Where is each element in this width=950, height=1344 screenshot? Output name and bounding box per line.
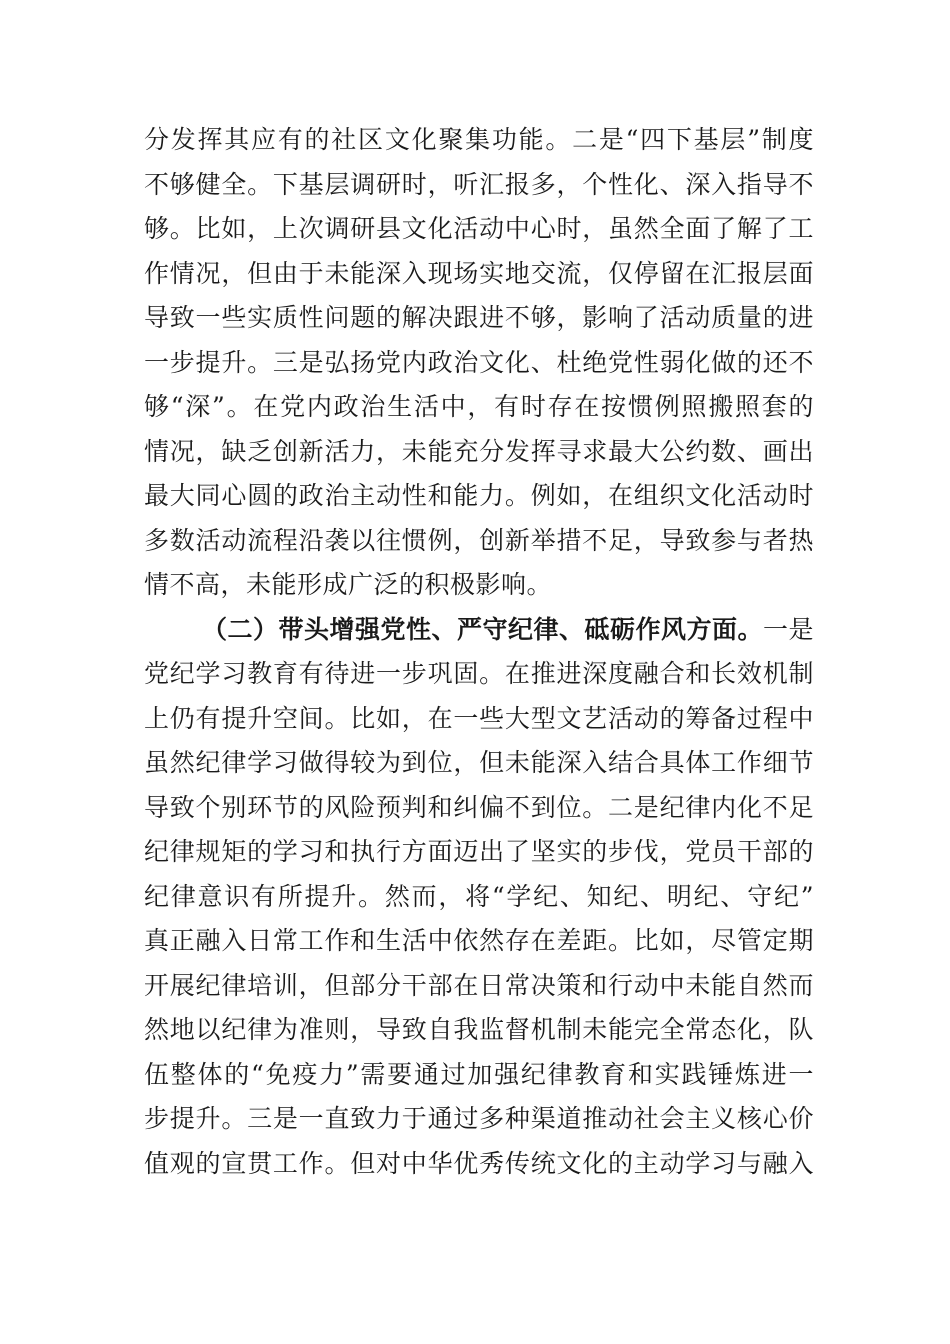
text-line: 上仍有提升空间。比如，在一些大型文艺活动的筹备过程中: [144, 703, 814, 733]
section-heading-tail: 一是: [763, 614, 815, 644]
text-line: 情不高，未能形成广泛的积极影响。: [144, 570, 553, 599]
text-line: 导致个别环节的风险预判和纠偏不到位。二是纪律内化不足: [144, 792, 814, 822]
text-line: 情况，缺乏创新活力，未能充分发挥寻求最大公约数、画出: [144, 436, 814, 466]
text-line: 导致一些实质性问题的解决跟进不够，影响了活动质量的进: [144, 303, 814, 332]
text-line: 然地以纪律为准则，导致自我监督机制未能完全常态化，队: [144, 1015, 814, 1044]
text-line: 党纪学习教育有待进一步巩固。在推进深度融合和长效机制: [144, 659, 814, 688]
text-line: 步提升。三是一直致力于通过多种渠道推动社会主义核心价: [144, 1104, 814, 1133]
body-text: [144, 118, 814, 1186]
text-line: 够。比如，上次调研县文化活动中心时，虽然全面了解了工: [144, 214, 814, 243]
section-heading: （二）带头增强党性、严守纪律、砥砺作风方面。: [202, 614, 764, 644]
text-line: 够“深”。在党内政治生活中，有时存在按惯例照搬照套的: [144, 392, 814, 421]
text-line: 伍整体的“免疫力”需要通过加强纪律教育和实践锤炼进一: [144, 1059, 814, 1089]
text-line: 最大同心圆的政治主动性和能力。例如，在组织文化活动时: [144, 481, 814, 510]
text-line: 开展纪律培训，但部分干部在日常决策和行动中未能自然而: [144, 970, 814, 1000]
text-line: 分发挥其应有的社区文化聚集功能。二是“四下基层”制度: [144, 125, 814, 154]
text-line: 纪律意识有所提升。然而，将“学纪、知纪、明纪、守纪”: [144, 881, 814, 911]
text-line: 一步提升。三是弘扬党内政治文化、杜绝党性弱化做的还不: [144, 347, 814, 377]
text-line: 不够健全。下基层调研时，听汇报多，个性化、深入指导不: [144, 169, 814, 199]
text-line: 多数活动流程沿袭以往惯例，创新举措不足，导致参与者热: [144, 525, 814, 555]
text-line: 纪律规矩的学习和执行方面迈出了坚实的步伐，党员干部的: [144, 837, 814, 866]
text-line: 值观的宣贯工作。但对中华优秀传统文化的主动学习与融入: [144, 1148, 814, 1178]
section-heading-line: [144, 608, 814, 653]
text-line: 真正融入日常工作和生活中依然存在差距。比如，尽管定期: [144, 926, 814, 955]
text-line: 虽然纪律学习做得较为到位，但未能深入结合具体工作细节: [144, 748, 814, 777]
text-line: 作情况，但由于未能深入现场实地交流，仅停留在汇报层面: [144, 258, 814, 288]
